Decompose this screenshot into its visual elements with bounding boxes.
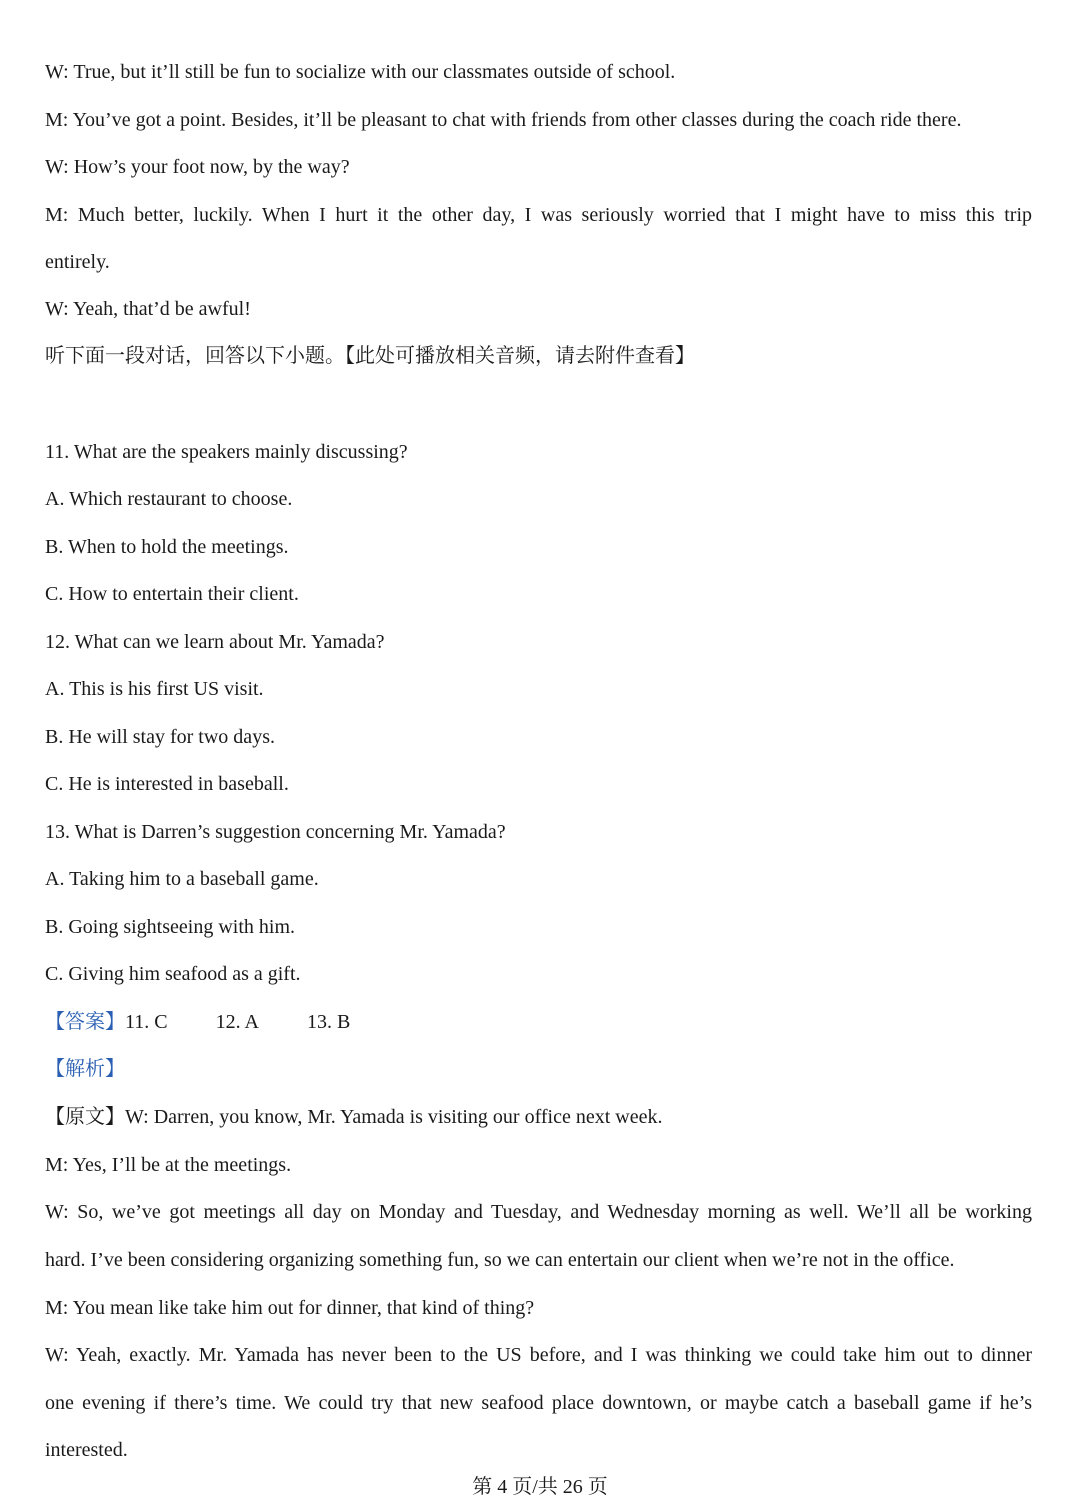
answer-label: 【答案】: [45, 1011, 125, 1033]
answer-item: 13. B: [306, 1011, 351, 1033]
question-option: C. He is interested in baseball.: [45, 773, 289, 795]
page-footer: 第 4 页/共 26 页: [472, 1476, 608, 1498]
analysis-label: 【解析】: [45, 1058, 125, 1080]
question-option: B. Going sightseeing with him.: [45, 916, 295, 938]
question-stem: 11. What are the speakers mainly discussing?: [45, 441, 408, 463]
question-stem: 13. What is Darren’s suggestion concerning Mr. Yamada?: [45, 821, 506, 843]
question-option: A. This is his first US visit.: [45, 678, 264, 700]
answer-row: [45, 1009, 350, 1035]
question-option: B. When to hold the meetings.: [45, 536, 289, 558]
answer-item: 11. C: [125, 1011, 168, 1033]
transcript-line: W: So, we’ve got meetings all day on Monday and Tuesday, and Wednesday morning as well. We’ll all be working: [45, 1201, 1032, 1223]
dialogue-line: M: Much better, luckily. When I hurt it the other day, I was seriously worried that I might have to miss this trip: [45, 204, 1032, 226]
dialogue-line: W: Yeah, that’d be awful!: [45, 298, 251, 320]
listening-instruction: 听下面一段对话，回答以下小题。【此处可播放相关音频，请去附件查看】: [45, 345, 695, 367]
question-option: A. Which restaurant to choose.: [45, 488, 293, 510]
dialogue-line: entirely.: [45, 251, 110, 273]
question-stem: 12. What can we learn about Mr. Yamada?: [45, 631, 385, 653]
dialogue-line: W: How’s your foot now, by the way?: [45, 156, 350, 178]
transcript-line: W: Darren, you know, Mr. Yamada is visiting our office next week.: [125, 1106, 663, 1128]
answer-item: 12. A: [215, 1011, 259, 1033]
dialogue-line: M: You’ve got a point. Besides, it’ll be pleasant to chat with friends from other classes during the coach ride there.: [45, 109, 962, 131]
dialogue-line: W: True, but it’ll still be fun to socialize with our classmates outside of school.: [45, 61, 676, 83]
transcript-line: hard. I’ve been considering organizing something fun, so we can entertain our client when we’re not in the office.: [45, 1249, 955, 1271]
transcript-line: W: Yeah, exactly. Mr. Yamada has never been to the US before, and I was thinking we could take him out to dinner: [45, 1344, 1032, 1366]
transcript-label: 【原文】: [45, 1106, 125, 1128]
question-option: A. Taking him to a baseball game.: [45, 868, 319, 890]
transcript-first-line: [45, 1104, 663, 1130]
question-option: B. He will stay for two days.: [45, 726, 275, 748]
transcript-line: M: You mean like take him out for dinner, that kind of thing?: [45, 1297, 535, 1319]
transcript-line: one evening if there’s time. We could try that new seafood place downtown, or maybe catch a baseball game if he’s: [45, 1392, 1032, 1414]
transcript-line: M: Yes, I’ll be at the meetings.: [45, 1154, 292, 1176]
question-option: C. Giving him seafood as a gift.: [45, 963, 301, 985]
question-option: C. How to entertain their client.: [45, 583, 299, 605]
transcript-line: interested.: [45, 1439, 128, 1461]
